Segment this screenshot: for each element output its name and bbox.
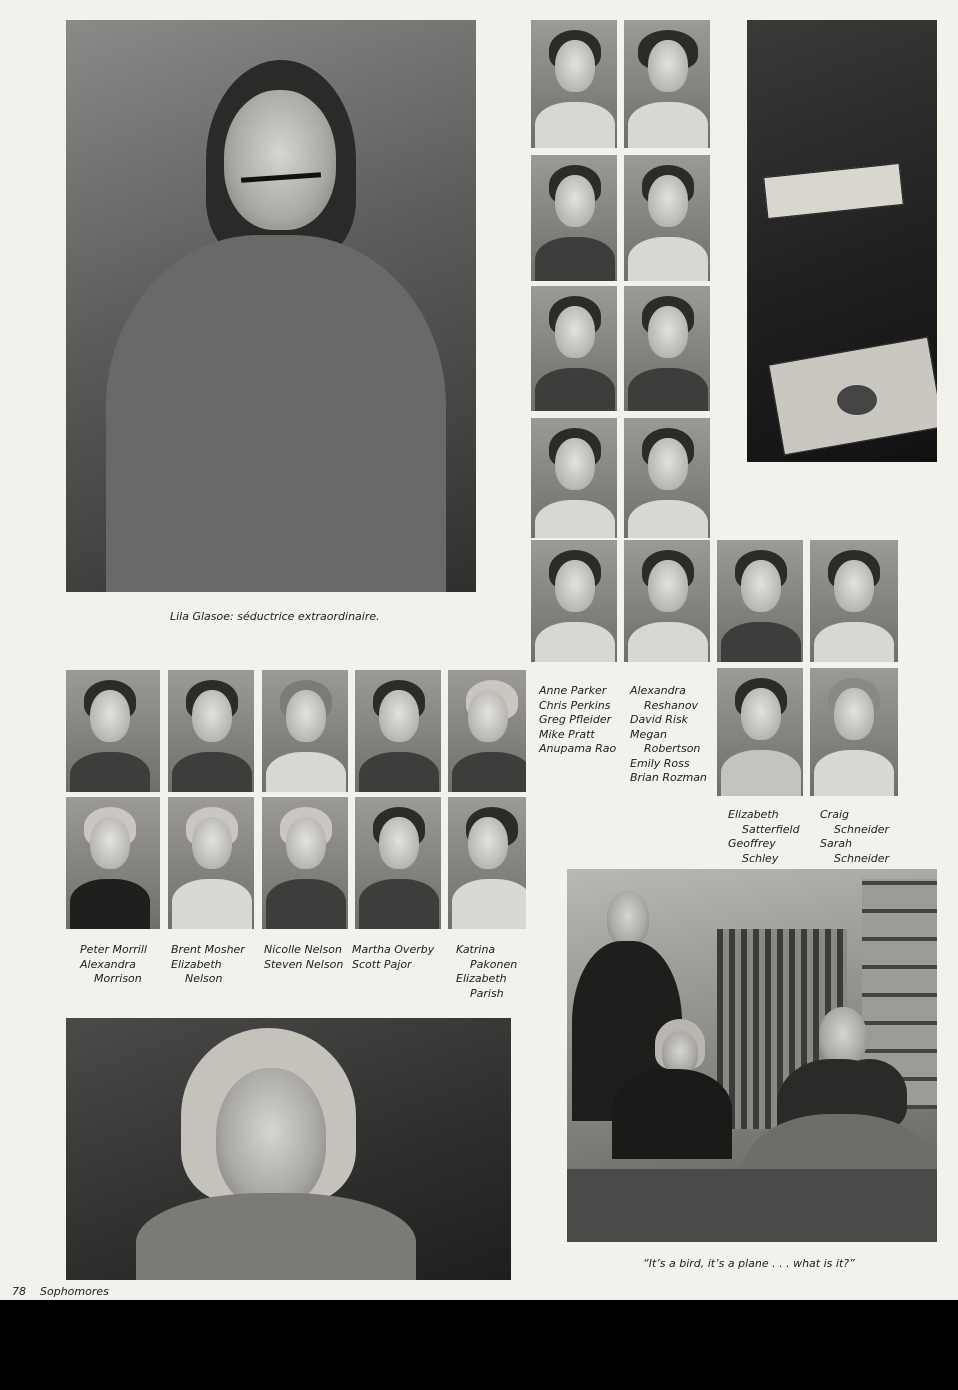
portrait xyxy=(810,540,898,662)
names-left-col1: Peter Morrill Alexandra Morrison xyxy=(80,943,147,985)
names-right-col2: Alexandra Reshanov David Risk Megan Robertson Emily Ross Brian Rozman xyxy=(630,684,707,784)
photo-smiling-girl xyxy=(66,1018,511,1280)
portrait xyxy=(66,797,160,929)
portrait xyxy=(717,668,803,796)
portrait xyxy=(624,155,710,281)
section-title: Sophomores xyxy=(40,1285,109,1298)
portrait xyxy=(531,155,617,281)
portrait xyxy=(624,20,710,148)
portrait xyxy=(168,670,254,792)
portrait xyxy=(262,797,348,929)
names-left-col4: Martha Overby Scott Pajor xyxy=(352,943,435,971)
portrait xyxy=(448,670,526,792)
names-left-col3: Nicolle Nelson Steven Nelson xyxy=(264,943,344,971)
portrait xyxy=(624,418,710,538)
page-footer xyxy=(12,1285,123,1298)
caption-library: “It’s a bird, it’s a plane . . . what is it?” xyxy=(643,1257,855,1270)
portrait xyxy=(448,797,526,929)
portrait xyxy=(355,797,441,929)
names-left-col5: Katrina Pakonen Elizabeth Parish xyxy=(456,943,518,1000)
names-right-col4: Craig Schneider Sarah Schneider xyxy=(820,808,890,865)
photo-lila-glasoe xyxy=(66,20,476,592)
portrait xyxy=(168,797,254,929)
names-right-col3: Elizabeth Satterfield Geoffrey Schley xyxy=(728,808,800,865)
portrait xyxy=(355,670,441,792)
page-number: 78 xyxy=(12,1285,26,1298)
portrait xyxy=(531,20,617,148)
photo-library xyxy=(567,869,937,1242)
photo-desk-books xyxy=(747,20,937,462)
portrait xyxy=(531,286,617,411)
portrait xyxy=(531,418,617,538)
portrait xyxy=(262,670,348,792)
portrait xyxy=(531,540,617,662)
names-right-col1: Anne Parker Chris Perkins Greg Pfleider Mike Pratt Anupama Rao xyxy=(539,684,617,755)
portrait xyxy=(624,286,710,411)
portrait xyxy=(810,668,898,796)
names-left-col2: Brent Mosher Elizabeth Nelson xyxy=(171,943,245,985)
portrait xyxy=(624,540,710,662)
portrait xyxy=(717,540,803,662)
caption-lila: Lila Glasoe: séductrice extraordinaire. xyxy=(170,610,380,623)
portrait xyxy=(66,670,160,792)
